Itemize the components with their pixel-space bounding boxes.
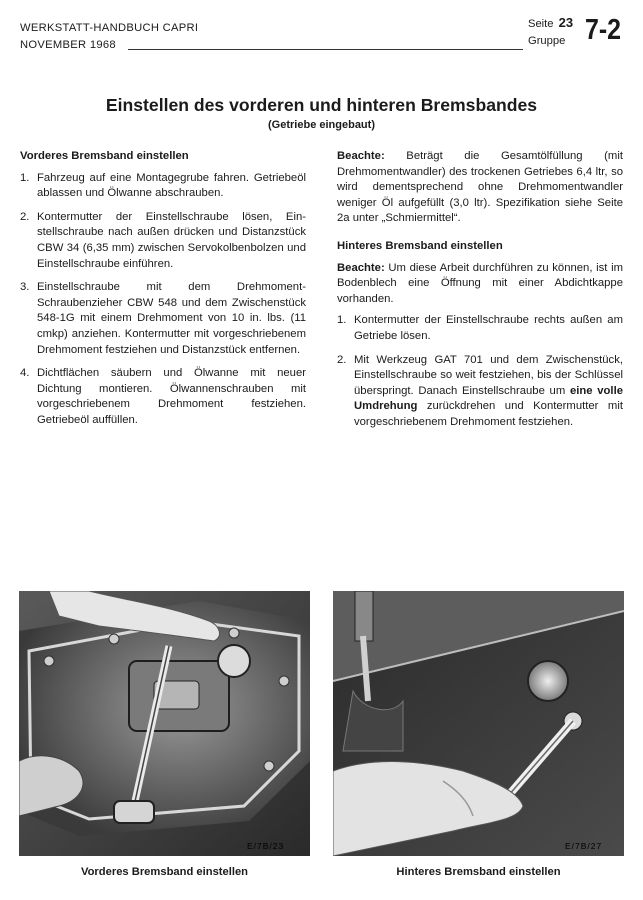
group-label: Gruppe bbox=[528, 35, 566, 47]
page-number: 23 bbox=[558, 15, 574, 30]
oil-note bbox=[337, 149, 623, 227]
rear-band-section bbox=[337, 149, 623, 439]
rear-band-photo bbox=[333, 591, 624, 856]
header-rule bbox=[128, 49, 523, 50]
front-band-photo bbox=[19, 591, 310, 856]
rear-photo-code: E/7B/27 bbox=[565, 841, 603, 851]
rear-step: 2. Mit Werkzeug GAT 701 und dem Zwischenstück, Einstellschraube so weit festziehen, bis der Schlüssel überspringt. Danach Einstellschraube um eine volle Umdrehung zurückdrehen und Kontermutter mit vorgeschriebenem Drehmoment festziehen. bbox=[337, 353, 623, 428]
front-photo-caption: Vorderes Bremsband einstellen bbox=[80, 866, 249, 878]
front-step: 2. Kontermutter der Einstellschraube lösen, Einstellschraube nach außen drücken und Distanzstück CBW 34 (6,35 mm) zwischen Servokolbenbolzen und Einstellschraube einführen. bbox=[20, 210, 306, 270]
front-heading: Vorderes Bremsband einstellen bbox=[20, 150, 189, 162]
rear-note bbox=[337, 261, 623, 308]
rear-photo-caption: Hinteres Bremsband einstellen bbox=[396, 866, 561, 878]
rear-step: 1. Kontermutter der Einstellschraube rechts außen am Getriebe lösen. bbox=[337, 314, 623, 342]
emphasis: eine volle Umdrehung bbox=[354, 384, 623, 413]
rear-heading: Hinteres Bremsband einstellen bbox=[337, 239, 503, 252]
front-step: 3. Einstellschraube mit dem Drehmoment-Schraubenzieher CBW 548 und dem Zwischenstück 548-1G mit einem Drehmoment von 10 in. lbs. (11 cmkp) anziehen. Kontermutter mit vorgeschriebenem Drehmoment festziehen und Distanzstück entfernen. bbox=[20, 281, 306, 356]
page-subtitle: (Getriebe eingebaut) bbox=[268, 119, 375, 131]
rear-note-text: Um diese Arbeit durchführen zu können, ist im Bodenblech eine Öffnung mit einer Abdichtkappe vorhanden. bbox=[337, 261, 623, 305]
rear-note-label: Beachte: bbox=[337, 261, 385, 274]
front-step: 4. Dichtflächen säubern und Ölwanne mit neuer Dichtung montieren. Ölwannenschrauben mit vorgeschriebenem Drehmoment festziehen. Getriebeöl auffüllen. bbox=[20, 367, 306, 426]
header-right bbox=[528, 14, 573, 50]
rear-steps bbox=[337, 313, 623, 430]
manual-title: WERKSTATT-HANDBUCH CAPRI bbox=[20, 22, 199, 34]
manual-date: NOVEMBER 1968 bbox=[20, 39, 116, 51]
front-photo-code: E/7B/23 bbox=[247, 841, 285, 851]
oil-note-label: Beachte: bbox=[337, 150, 385, 162]
group-number: 7-2 bbox=[585, 14, 622, 46]
oil-note-text: Beträgt die Gesamtölfüllung (mit Drehmomentwandler) des trockenen Getriebes 6,4 ltr, so wird dementsprechend ohne Drehmomentwandler weniger Öl aufgefüllt (3,0 ltr). Spezifikation siehe Seite 2a unter „Schmiermittel“. bbox=[337, 150, 623, 225]
front-steps bbox=[20, 171, 306, 429]
page-label: Seite bbox=[528, 18, 554, 30]
front-step: 1. Fahrzeug auf eine Montagegrube fahren. Getriebeöl ablassen und Ölwanne abschrauben. bbox=[20, 171, 306, 200]
front-band-section bbox=[20, 149, 306, 437]
page-title: Einstellen des vorderen und hinteren Bremsbandes bbox=[105, 95, 538, 115]
